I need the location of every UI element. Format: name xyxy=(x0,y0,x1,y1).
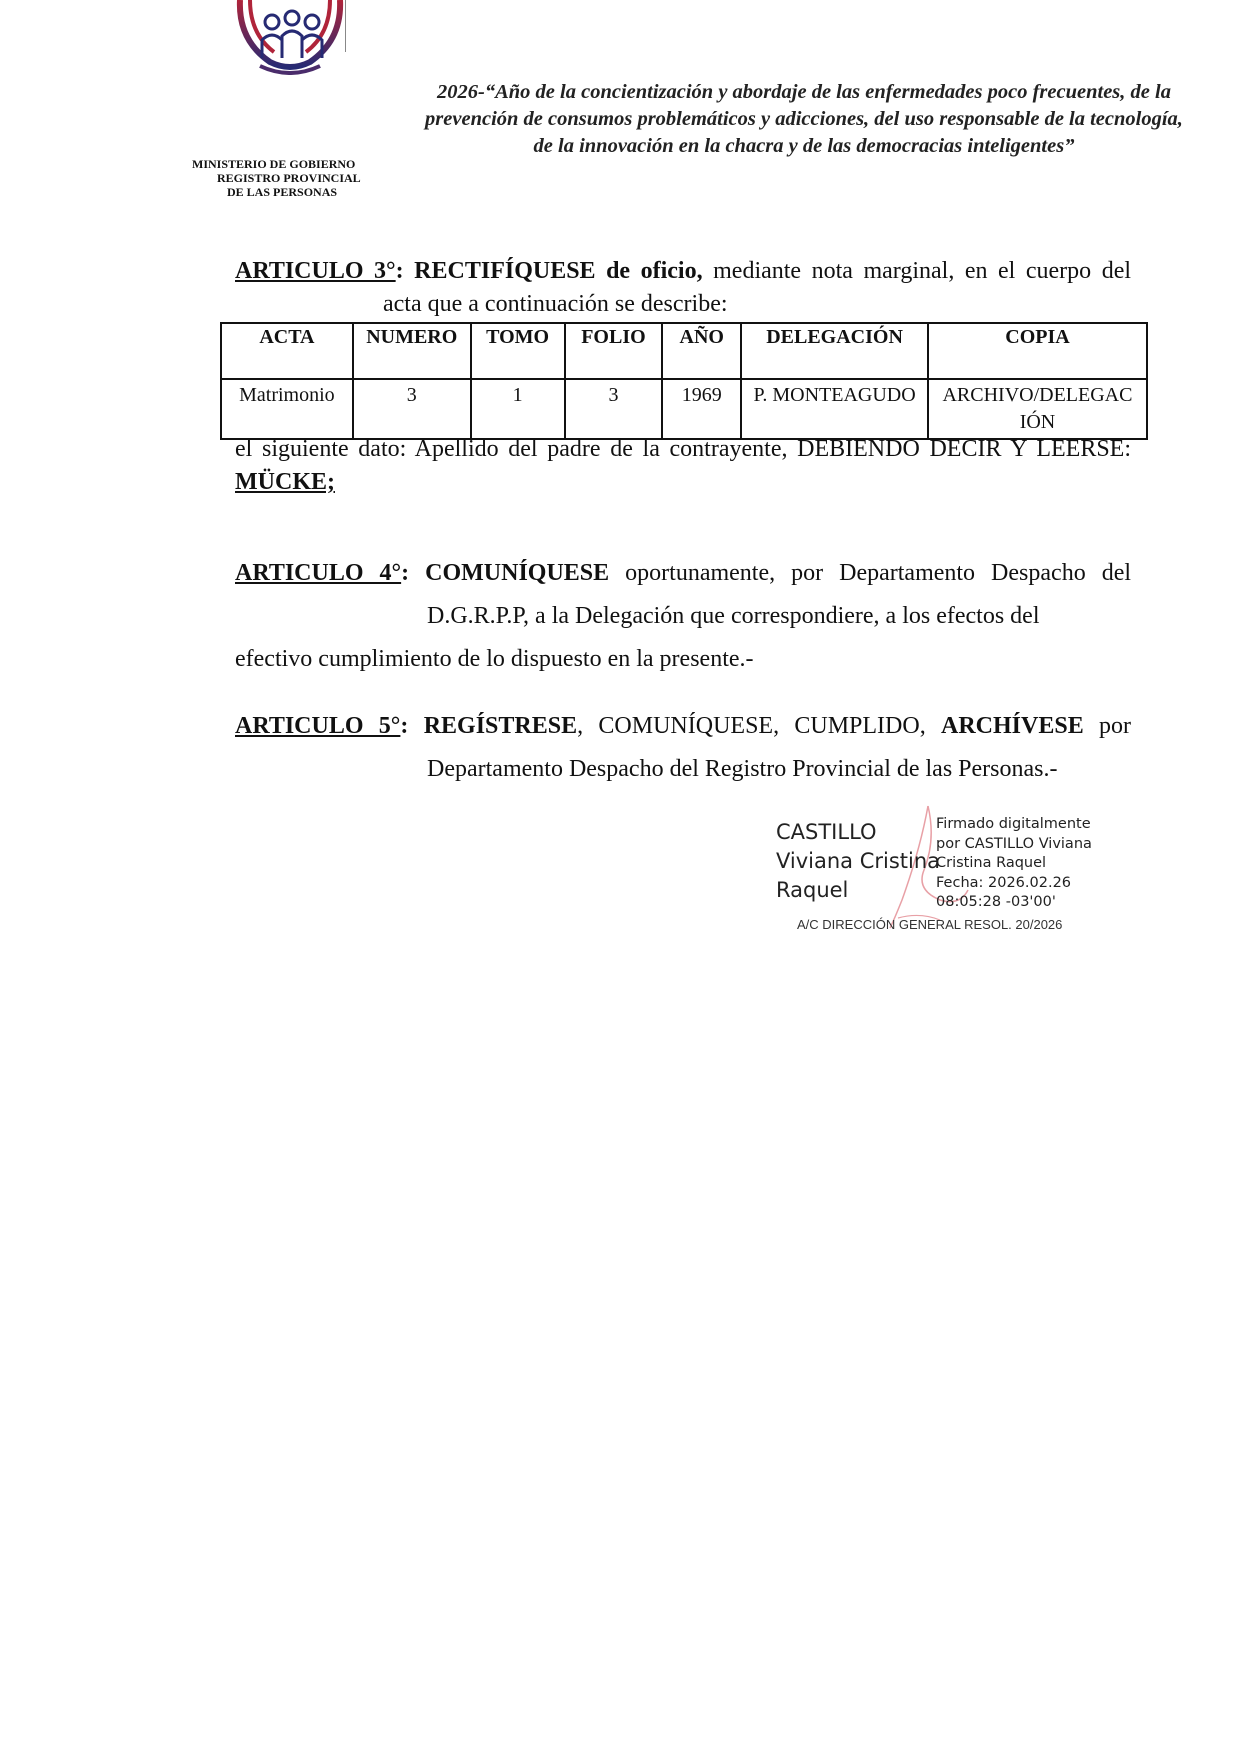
signature-detail-line: por CASTILLO Viviana xyxy=(936,835,1092,852)
articulo3-verb: RECTIFÍQUESE de oficio, xyxy=(414,258,703,284)
articulo5-line2: Departamento Despacho del Registro Provincial de las Personas.- xyxy=(427,756,1058,782)
signature-details xyxy=(936,815,1106,913)
articulo5-text-end: por xyxy=(1099,713,1132,739)
articulo4-colon: : xyxy=(401,560,410,586)
articulo3-line2: acta que a continuación se describe: xyxy=(383,291,728,317)
signer-role: A/C DIRECCIÓN GENERAL RESOL. 20/2026 xyxy=(797,917,1063,932)
signature-detail-line: Firmado digitalmente xyxy=(936,816,1091,832)
table-cell: 1 xyxy=(471,379,565,439)
header-divider xyxy=(345,0,346,52)
articulo3-colon: : xyxy=(395,258,404,284)
table-cell: 3 xyxy=(353,379,471,439)
table-header: AÑO xyxy=(662,323,741,379)
articulo4-text1: oportunamente, por Departamento Despacho del xyxy=(625,560,1132,586)
table-header: COPIA xyxy=(928,323,1147,379)
ministry-line: DE LAS PERSONAS xyxy=(227,185,338,199)
signer-name-line: CASTILLO xyxy=(776,820,877,844)
ministry-block xyxy=(192,157,392,199)
signature-detail-line: 08:05:28 -03'00' xyxy=(936,894,1056,910)
ministry-line: REGISTRO PROVINCIAL xyxy=(217,171,361,185)
table-cell: P. MONTEAGUDO xyxy=(741,379,928,439)
articulo4-line1 xyxy=(235,557,1131,589)
registry-logo-icon xyxy=(230,0,350,75)
table-header: DELEGACIÓN xyxy=(741,323,928,379)
articulo4-verb: COMUNÍQUESE xyxy=(425,560,610,586)
articulo5-colon: : xyxy=(400,713,409,739)
articulo4-line2: D.G.R.P.P, a la Delegación que correspondiere, a los efectos del xyxy=(427,603,1040,629)
table-header: ACTA xyxy=(221,323,353,379)
articulo4-line3: efectivo cumplimiento de lo dispuesto en la presente.- xyxy=(235,646,754,672)
signature-detail-line: Cristina Raquel xyxy=(936,855,1047,871)
table-cell: ARCHIVO/DELEGACIÓN xyxy=(928,379,1147,439)
table-cell: Matrimonio xyxy=(221,379,353,439)
articulo5-text-mid: , COMUNÍQUESE, CUMPLIDO, xyxy=(577,713,926,739)
articulo5-label: ARTICULO 5° xyxy=(235,713,401,739)
articulo3-surname: MÜCKE; xyxy=(235,469,335,495)
signer-name xyxy=(776,818,946,905)
table-header: NUMERO xyxy=(353,323,471,379)
ministry-line: MINISTERIO DE GOBIERNO xyxy=(192,157,356,171)
articulo3-label: ARTICULO 3° xyxy=(235,258,396,284)
articulo5-line1 xyxy=(235,710,1131,742)
articulo3-after-table: el siguiente dato: Apellido del padre de la contrayente, DEBIENDO DECIR Y LEERSE: xyxy=(235,436,1131,462)
signer-name-line: Raquel xyxy=(776,878,849,902)
table-header: TOMO xyxy=(471,323,565,379)
articulo3-line1 xyxy=(235,255,1131,287)
table-row xyxy=(221,379,1147,439)
acta-table xyxy=(220,322,1148,440)
table-cell: 1969 xyxy=(662,379,741,439)
table-header: FOLIO xyxy=(565,323,663,379)
articulo4-label: ARTICULO 4° xyxy=(235,560,402,586)
articulo5-verb2: ARCHÍVESE xyxy=(941,713,1084,739)
articulo5-verb1: REGÍSTRESE xyxy=(423,713,578,739)
table-header-row xyxy=(221,323,1147,379)
table-cell: 3 xyxy=(565,379,663,439)
articulo3-text1: mediante nota marginal, en el cuerpo del xyxy=(713,258,1132,284)
signature-detail-line: Fecha: 2026.02.26 xyxy=(936,874,1072,891)
signer-name-line: Viviana Cristina xyxy=(776,849,941,873)
year-motto: 2026-“Año de la concientización y abordaje de las enfermedades poco frecuentes, de la prevención de consumos problemáticos y adicciones, del uso responsable de la tecnología, de la innovación en la chacra y de las democracias inteligentes” xyxy=(425,81,1183,157)
